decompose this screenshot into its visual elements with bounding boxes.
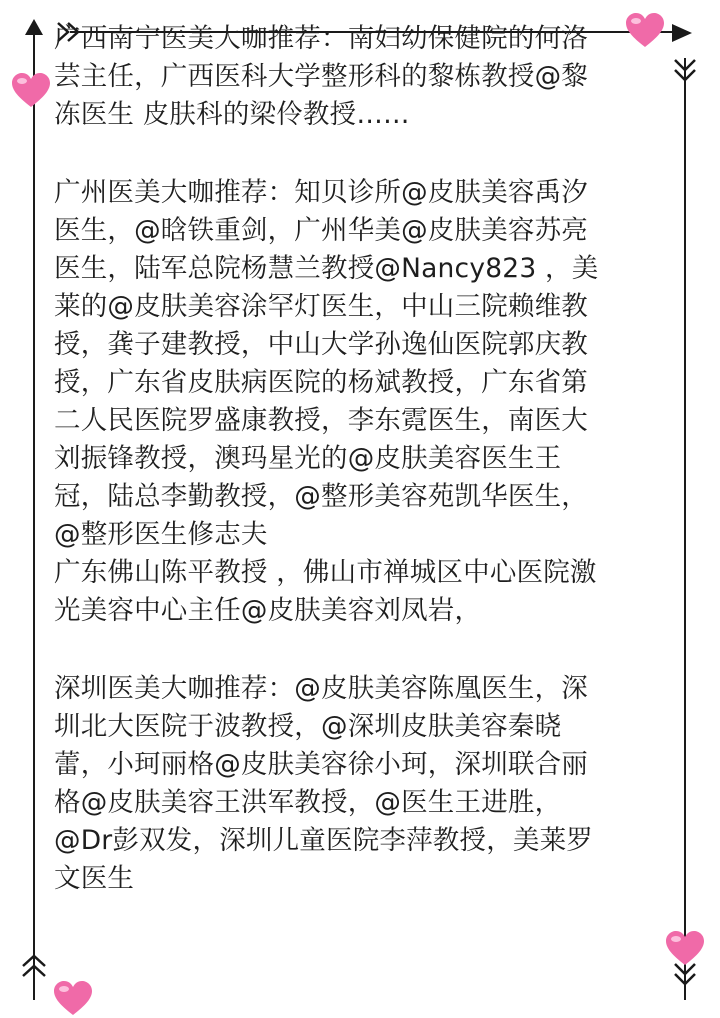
heart-icon (10, 72, 52, 110)
text-line: 医生，陆军总院杨慧兰教授@Nancy823 ，美 (54, 253, 599, 284)
double-chevron-icon (20, 946, 48, 980)
text-line: 广州医美大咖推荐：知贝诊所@皮肤美容禹汐 (54, 177, 588, 208)
frame-right-line (684, 58, 686, 1000)
text-line: 冠，陆总李勤教授，@整形美容苑凯华医生， (54, 481, 588, 512)
heart-icon (52, 980, 94, 1018)
paragraph-gap (54, 630, 668, 670)
text-line: 广西南宁医美大咖推荐：南妇幼保健院的何洛 (54, 23, 588, 54)
text-line: 芸主任，广西医科大学整形科的黎栋教授@黎 (54, 61, 588, 92)
heart-icon (664, 930, 706, 968)
paragraph-guangxi (54, 20, 668, 134)
text-line: 圳北大医院于波教授，@深圳皮肤美容秦晓 (54, 711, 562, 742)
text-line: 医生，@晗铁重剑，广州华美@皮肤美容苏亮 (54, 215, 588, 246)
text-line: 文医生 (54, 863, 135, 894)
text-line: 刘振锋教授，澳玛星光的@皮肤美容医生王 (54, 443, 562, 474)
text-line: 蕾，小珂丽格@皮肤美容徐小珂，深圳联合丽 (54, 749, 588, 780)
text-line: 莱的@皮肤美容涂罕灯医生，中山三院赖维教 (54, 291, 588, 322)
paragraph-gap (54, 134, 668, 174)
arrow-head-icon (24, 18, 44, 38)
text-line: 广东佛山陈平教授 ，佛山市禅城区中心医院激 (54, 557, 597, 588)
text-line: 深圳医美大咖推荐：@皮肤美容陈凰医生，深 (54, 673, 588, 704)
arrow-head-icon (670, 22, 696, 44)
paragraph-shenzhen (54, 670, 668, 898)
text-line: 二人民医院罗盛康教授，李东霓医生，南医大 (54, 405, 588, 436)
text-line: @Dr彭双发，深圳儿童医院李萍教授，美莱罗 (54, 825, 594, 856)
text-line: 冻医生 皮肤科的梁伶教授…… (54, 99, 410, 130)
frame-left-line (33, 30, 35, 1000)
document-body (54, 20, 668, 898)
text-line: 授，广东省皮肤病医院的杨斌教授，广东省第 (54, 367, 588, 398)
paragraph-guangzhou (54, 174, 668, 630)
text-line: 光美容中心主任@皮肤美容刘凤岩， (54, 595, 482, 626)
text-line: @整形医生修志夫 (54, 519, 268, 550)
text-line: 格@皮肤美容王洪军教授，@医生王进胜， (54, 787, 562, 818)
double-chevron-icon (672, 56, 698, 90)
text-line: 授，龚子建教授，中山大学孙逸仙医院郭庆教 (54, 329, 588, 360)
